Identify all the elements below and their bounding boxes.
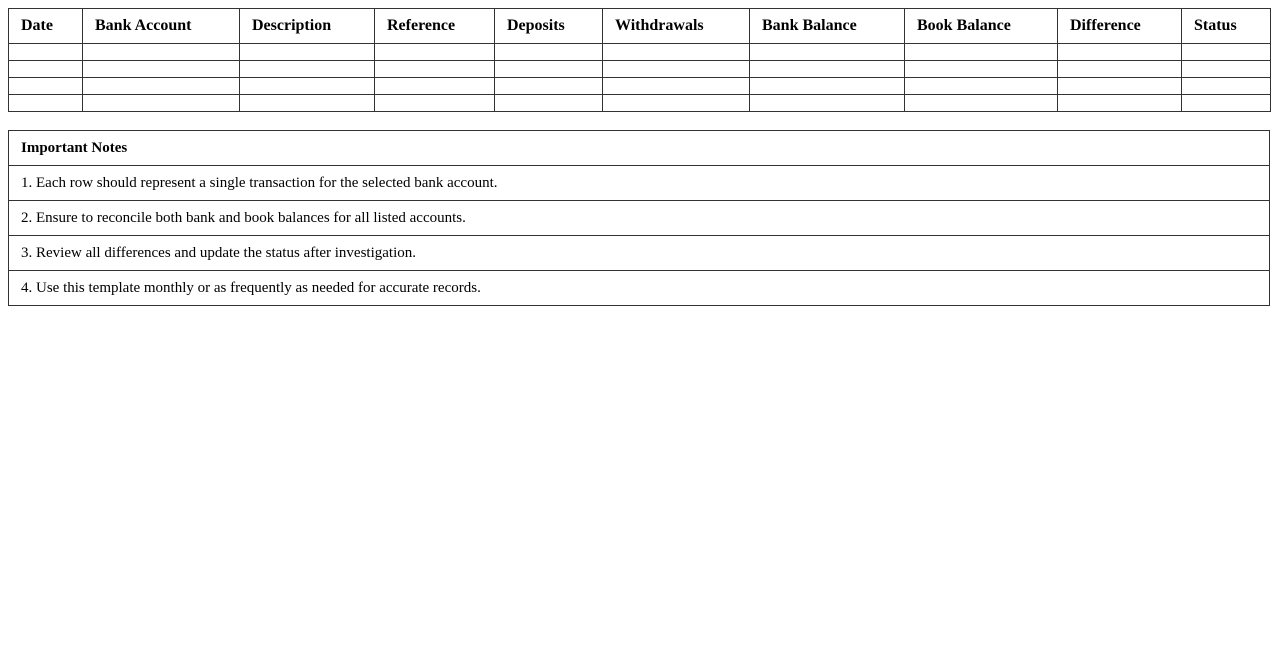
list-item	[9, 166, 1270, 201]
table-row	[9, 44, 1271, 61]
table-cell[interactable]	[905, 78, 1058, 95]
table-row	[9, 61, 1271, 78]
table-row	[9, 95, 1271, 112]
column-header-bank-balance: Bank Balance	[750, 9, 905, 44]
table-cell[interactable]	[1182, 44, 1271, 61]
table-cell[interactable]	[1182, 61, 1271, 78]
table-cell[interactable]	[603, 95, 750, 112]
notes-header-row	[9, 131, 1270, 166]
table-cell[interactable]	[375, 78, 495, 95]
column-header-difference: Difference	[1058, 9, 1182, 44]
table-cell[interactable]	[495, 61, 603, 78]
table-cell[interactable]	[750, 78, 905, 95]
table-cell[interactable]	[495, 78, 603, 95]
table-cell[interactable]	[9, 44, 83, 61]
table-cell[interactable]	[240, 61, 375, 78]
list-item	[9, 201, 1270, 236]
reconciliation-table	[8, 8, 1271, 112]
table-cell[interactable]	[905, 44, 1058, 61]
list-item	[9, 271, 1270, 306]
table-cell[interactable]	[603, 61, 750, 78]
column-header-deposits: Deposits	[495, 9, 603, 44]
table-cell[interactable]	[750, 61, 905, 78]
table-cell[interactable]	[240, 78, 375, 95]
notes-title: Important Notes	[9, 131, 1270, 166]
table-cell[interactable]	[603, 44, 750, 61]
table-cell[interactable]	[1058, 44, 1182, 61]
table-cell[interactable]	[83, 61, 240, 78]
table-cell[interactable]	[905, 95, 1058, 112]
table-cell[interactable]	[1058, 78, 1182, 95]
column-header-book-balance: Book Balance	[905, 9, 1058, 44]
table-cell[interactable]	[1182, 78, 1271, 95]
note-text: 4. Use this template monthly or as frequently as needed for accurate records.	[9, 271, 1270, 306]
note-text: 1. Each row should represent a single transaction for the selected bank account.	[9, 166, 1270, 201]
table-cell[interactable]	[905, 61, 1058, 78]
table-cell[interactable]	[1182, 95, 1271, 112]
table-cell[interactable]	[495, 44, 603, 61]
column-header-reference: Reference	[375, 9, 495, 44]
table-cell[interactable]	[495, 95, 603, 112]
table-cell[interactable]	[375, 95, 495, 112]
note-text: 2. Ensure to reconcile both bank and book balances for all listed accounts.	[9, 201, 1270, 236]
note-text: 3. Review all differences and update the status after investigation.	[9, 236, 1270, 271]
table-row	[9, 78, 1271, 95]
column-header-description: Description	[240, 9, 375, 44]
table-cell[interactable]	[750, 44, 905, 61]
table-cell[interactable]	[9, 78, 83, 95]
column-header-status: Status	[1182, 9, 1271, 44]
table-cell[interactable]	[375, 44, 495, 61]
table-cell[interactable]	[603, 78, 750, 95]
table-cell[interactable]	[83, 44, 240, 61]
table-header-row	[9, 9, 1271, 44]
table-cell[interactable]	[9, 95, 83, 112]
column-header-date: Date	[9, 9, 83, 44]
column-header-bank-account: Bank Account	[83, 9, 240, 44]
table-cell[interactable]	[9, 61, 83, 78]
list-item	[9, 236, 1270, 271]
table-cell[interactable]	[240, 44, 375, 61]
table-cell[interactable]	[375, 61, 495, 78]
table-cell[interactable]	[83, 78, 240, 95]
table-cell[interactable]	[1058, 61, 1182, 78]
important-notes-table	[8, 130, 1270, 306]
table-cell[interactable]	[83, 95, 240, 112]
table-cell[interactable]	[1058, 95, 1182, 112]
table-cell[interactable]	[240, 95, 375, 112]
column-header-withdrawals: Withdrawals	[603, 9, 750, 44]
table-cell[interactable]	[750, 95, 905, 112]
